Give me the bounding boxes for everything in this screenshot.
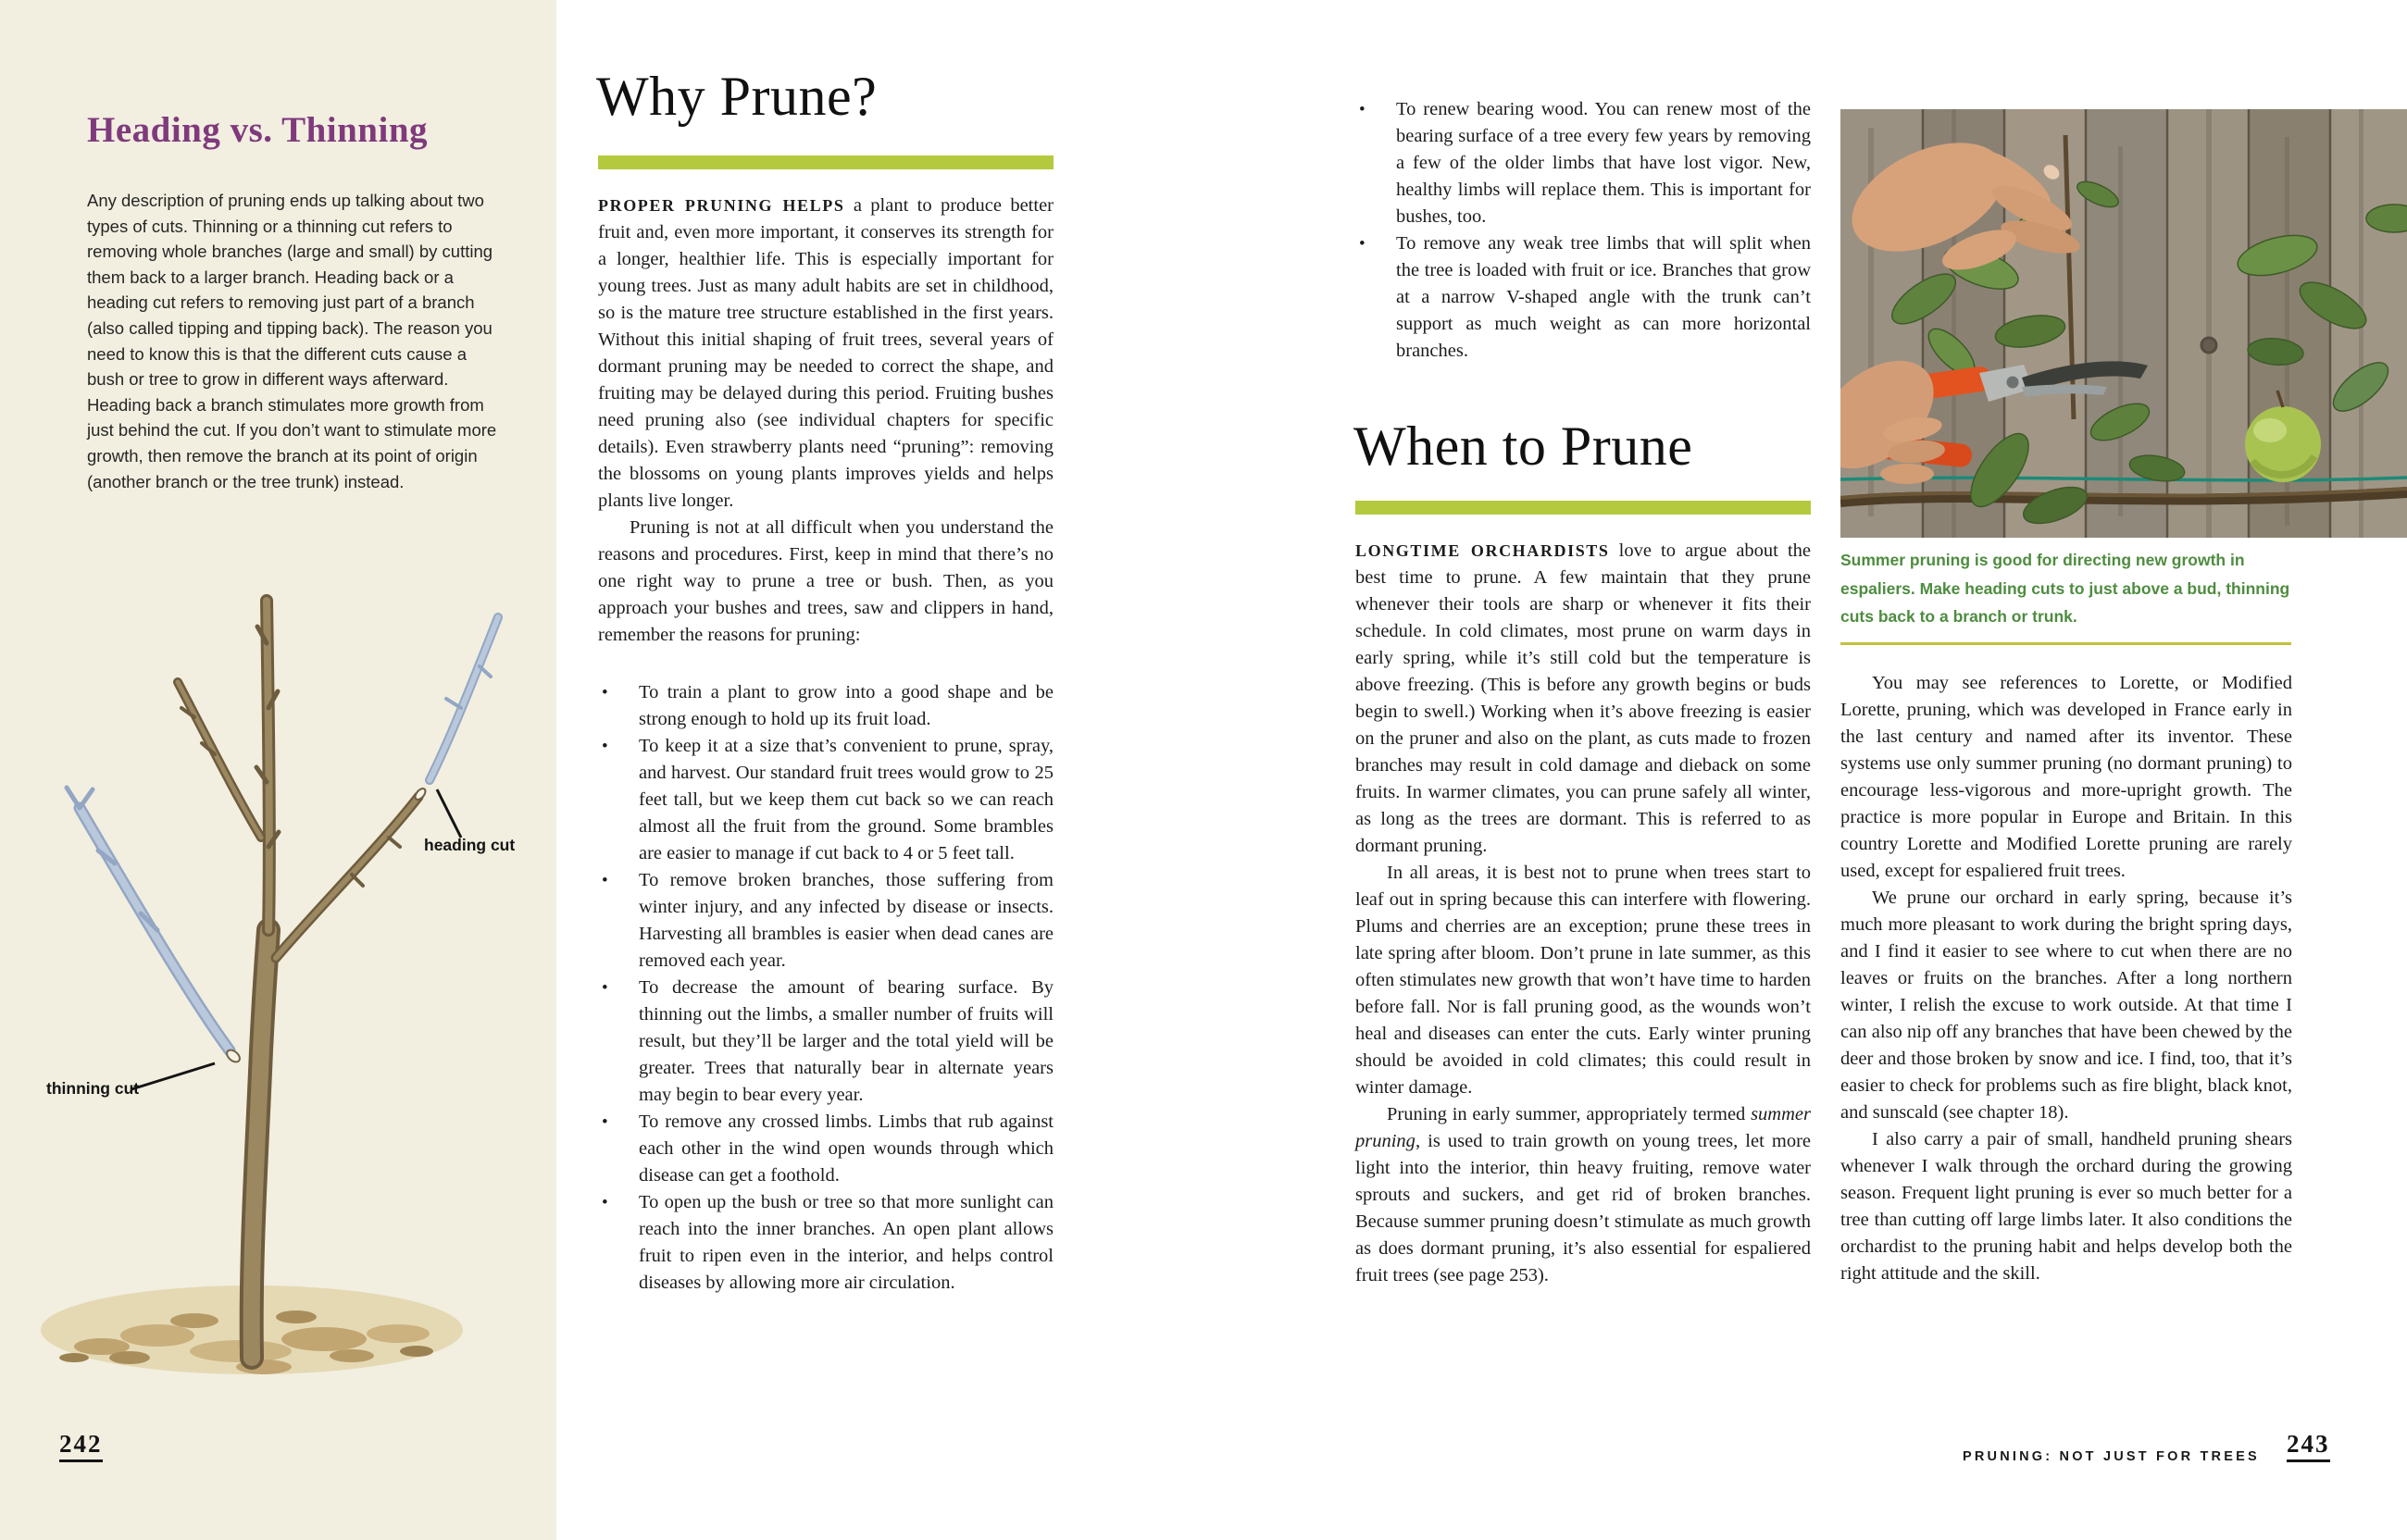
running-title: PRUNING: NOT JUST FOR TREES bbox=[1963, 1449, 2260, 1464]
why-prune-paragraph-1-text: a plant to produce better fruit and, even more important, it conserves its strength for a longer, healthier life. This is especially important for young trees. Just as many adult habits are set in childhood, so is the mature tree structure established in the first years. Without this initial shaping of fruit trees, several years of dormant pruning may be needed to correct the shape, and fruiting may be delayed during this period. Fruiting bushes need pruning also (see individual chapters for specific details). Even strawberry plants need “pruning”: removing the blossoms on young plants improves yields and helps plants live longer. bbox=[598, 195, 1054, 511]
thinning-cut-label: thinning cut bbox=[46, 1079, 140, 1098]
pruning-reasons-continued-column bbox=[1355, 96, 1811, 365]
ghost-branch-thinning bbox=[67, 788, 242, 1064]
tree-diagram-illustration bbox=[19, 569, 537, 1393]
when-to-prune-column bbox=[1355, 538, 1811, 1289]
bullet-icon: • bbox=[1359, 234, 1366, 254]
our-orchard-paragraph: We prune our orchard in early spring, because it’s much more pleasant to work during the bright spring days, and I find it easier to see where to cut when there are no leaves or fruits on the branches. After a long northern winter, I relish the excuse to work outside. At that time I can also nip off any branches that have been chewed by the deer and those broken by snow and ice. I find, too, that it’s easier to check for problems such as fire blight, black knot, and sunscald (see chapter 18). bbox=[1840, 888, 2292, 1123]
list-item: • To decrease the amount of bearing surface. By thinning out the limbs, a smaller number of fruits will result, but they’ll be larger and the total yield will be greater. Trees that naturally bear in alternate years may begin to bear every year. bbox=[598, 975, 1054, 1109]
sidebar-heading: Heading vs. Thinning bbox=[87, 110, 429, 150]
list-item: • To keep it at a size that’s convenient to prune, spray, and harvest. Our standard fruit trees would grow to 25 feet tall, but we keep them cut back so we can reach almost all the fruit from the ground. Some brambles are easier to manage if cut back to 4 or 5 feet tall. bbox=[598, 733, 1054, 867]
why-prune-paragraph-1 bbox=[598, 192, 1054, 515]
pruning-reasons-list bbox=[598, 679, 1054, 1297]
list-item: • To train a plant to grow into a good shape and be strong enough to hold up its fruit load. bbox=[598, 679, 1054, 733]
ghost-branch-heading bbox=[430, 617, 498, 780]
page-number-right: 243 bbox=[2287, 1430, 2330, 1462]
when-to-prune-paragraph-1 bbox=[1355, 538, 1811, 860]
why-prune-lead-in: PROPER PRUNING HELPS bbox=[598, 196, 845, 215]
when-to-prune-heading: When to Prune bbox=[1353, 416, 1693, 477]
why-prune-heading: Why Prune? bbox=[596, 66, 878, 127]
bullet-icon: • bbox=[602, 737, 608, 756]
list-item: • To remove any weak tree limbs that will split when the tree is loaded with fruit or ice. Branches that grow at a narrow V-shaped angle with the trunk can’t support as much weight as can more horizontal branches. bbox=[1355, 230, 1811, 365]
lorette-paragraph: You may see references to Lorette, or Modified Lorette, pruning, which was developed in France early in the last century and named after its inventor. These systems use only summer pruning (no dormant pruning) to encourage less-vigorous and more-upright growth. The practice is more popular in Europe and Britain. In this country Lorette and Modified Lorette pruning are rarely used, except for espaliered fruit trees. bbox=[1840, 673, 2292, 881]
right-outer-column bbox=[1840, 670, 2292, 1287]
wood-knot bbox=[2201, 338, 2216, 353]
bullet-icon: • bbox=[602, 1193, 608, 1212]
when-to-prune-paragraph-1-text: love to argue about the best time to prune. A few maintain that they prune whenever their tools are sharp or whenever it fits their schedule. In cold climates, most prune on warm days in early spring, while it’s still cold but the temperature is above freezing. (This is before any growth begins or buds begin to swell.) Working when it’s above freezing is easier on the pruner and also on the plant, as cuts made to frozen branches may result in cold damage and dieback on some fruits. In warmer climates, you can prune safely all winter, as long as the trees are dormant. This is referred to as dormant pruning. bbox=[1355, 540, 1812, 856]
bullet-icon: • bbox=[602, 1112, 608, 1132]
right-branch-heading-cut bbox=[276, 787, 428, 958]
heading-cut-label: heading cut bbox=[424, 836, 516, 854]
when-to-prune-paragraph-3: Pruning in early summer, appropriately termed summer pruning, is used to train growth on young trees, let more light into the interior, thin heavy fruiting, remove water sprouts and suckers, and get rid of broken branches. Because summer pruning doesn’t stimulate as much growth as does dormant pruning, it’s also essential for espaliered fruit trees (see page 253). bbox=[1355, 1104, 1811, 1285]
why-prune-column bbox=[598, 192, 1054, 1297]
list-item: • To remove any crossed limbs. Limbs that rub against each other in the wind open wounds through which disease can get a foothold. bbox=[598, 1109, 1054, 1189]
left-branch bbox=[178, 682, 261, 838]
photo-caption: Summer pruning is good for directing new growth in espaliers. Make heading cuts to just above a bud, thinning cuts back to a branch or trunk. bbox=[1840, 551, 2290, 626]
bullet-icon: • bbox=[602, 871, 608, 890]
photo-espalier-pruning bbox=[1840, 109, 2407, 538]
tree-trunk bbox=[252, 601, 279, 1358]
list-item: • To remove broken branches, those suffering from winter injury, and any infected by disease or insects. Harvesting all brambles is easier when dead canes are removed each year. bbox=[598, 867, 1054, 975]
when-to-prune-paragraph-2: In all areas, it is best not to prune when trees start to leaf out in spring because this can interfere with flowering. Plums and cherries are an exception; prune these trees in late spring after bloom. Don’t prune in late summer, as this often stimulates new growth that won’t have time to harden before fall. Nor is fall pruning good, as the wounds won’t heal and diseases can enter the cuts. Early winter pruning should be avoided in cold climates; this could result in winter damage. bbox=[1355, 863, 1811, 1098]
caption-divider-rule bbox=[1840, 642, 2291, 645]
pruning-reasons-list-continued bbox=[1355, 96, 1811, 365]
when-to-prune-accent-bar bbox=[1355, 501, 1811, 515]
why-prune-accent-bar bbox=[598, 155, 1054, 169]
sidebar-body-text: Any description of pruning ends up talking about two types of cuts. Thinning or a thinning cut refers to removing whole branches (large and small) by cutting them back to a larger branch. Heading back or a heading cut refers to removing just part of a branch (also called tipping and tipping back). The reason you need to know this is that the different cuts cause a bush or tree to grow in different ways afterward. Heading back a branch stimulates more growth from just behind the cut. If you don’t want to stimulate more growth, then remove the branch at its point of origin (another branch or the tree trunk) instead. bbox=[87, 191, 497, 491]
when-to-prune-lead-in: LONGTIME ORCHARDISTS bbox=[1355, 541, 1610, 560]
why-prune-paragraph-2: Pruning is not at all difficult when you understand the reasons and procedures. First, keep in mind that there’s no one right way to prune a tree or bush. Then, as you approach your bushes and trees, saw and clippers in hand, remember the reasons for pruning: bbox=[598, 517, 1054, 645]
handheld-shears-paragraph: I also carry a pair of small, handheld pruning shears whenever I walk through the orchard during the growing season. Frequent light pruning is ever so much better for a tree than cutting off large limbs later. It also conditions the orchardist to the pruning habit and helps develop both the right attitude and the skill. bbox=[1840, 1129, 2292, 1284]
bullet-icon: • bbox=[602, 978, 608, 998]
bullet-icon: • bbox=[1359, 100, 1366, 119]
bullet-icon: • bbox=[602, 683, 608, 702]
summer-pruning-term: summer pruning bbox=[1355, 1104, 1811, 1151]
page-number-left: 242 bbox=[59, 1430, 103, 1462]
list-item: • To open up the bush or tree so that more sunlight can reach into the inner branches. An open plant allows fruit to ripen even in the interior, and helps control diseases by allowing more air circulation. bbox=[598, 1189, 1054, 1297]
list-item: • To renew bearing wood. You can renew most of the bearing surface of a tree every few years by removing a few of the older limbs that have lost vigor. New, healthy limbs will replace them. This is important for bushes, too. bbox=[1355, 96, 1811, 230]
